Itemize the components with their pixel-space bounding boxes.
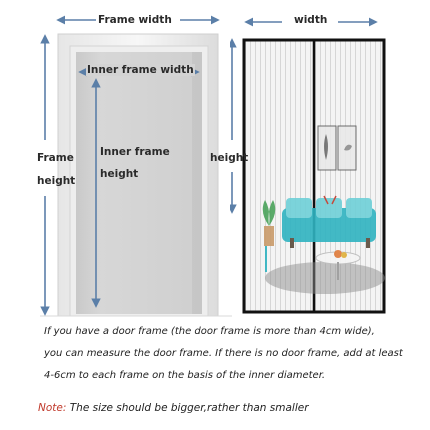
door-frame-diagram	[0, 0, 240, 320]
door-opening	[76, 52, 202, 314]
frame-height-label-2: height	[37, 175, 76, 187]
frame-width-label: Frame width	[98, 14, 172, 26]
curtain-height-label: height	[210, 152, 249, 164]
note-label: Note:	[38, 402, 67, 414]
instruction-line-2: you can measure the door frame. If there is no door frame, add at least	[44, 348, 403, 359]
inner-frame-height-label-1: Inner frame	[100, 146, 170, 158]
note-line	[38, 402, 309, 414]
inner-frame-height-label-2: height	[100, 168, 139, 180]
curtain-width-label: width	[294, 14, 328, 26]
screen-curtain-diagram	[230, 0, 430, 320]
inner-frame-width-label: Inner frame width	[87, 64, 194, 76]
note-text: The size should be bigger,rather than smaller	[66, 402, 309, 414]
instruction-line-3: 4-6cm to each frame on the basis of the inner diameter.	[44, 370, 326, 381]
frame-height-label-1: Frame	[37, 152, 74, 164]
instruction-line-1: If you have a door frame (the door frame is more than 4cm wide),	[44, 326, 375, 337]
